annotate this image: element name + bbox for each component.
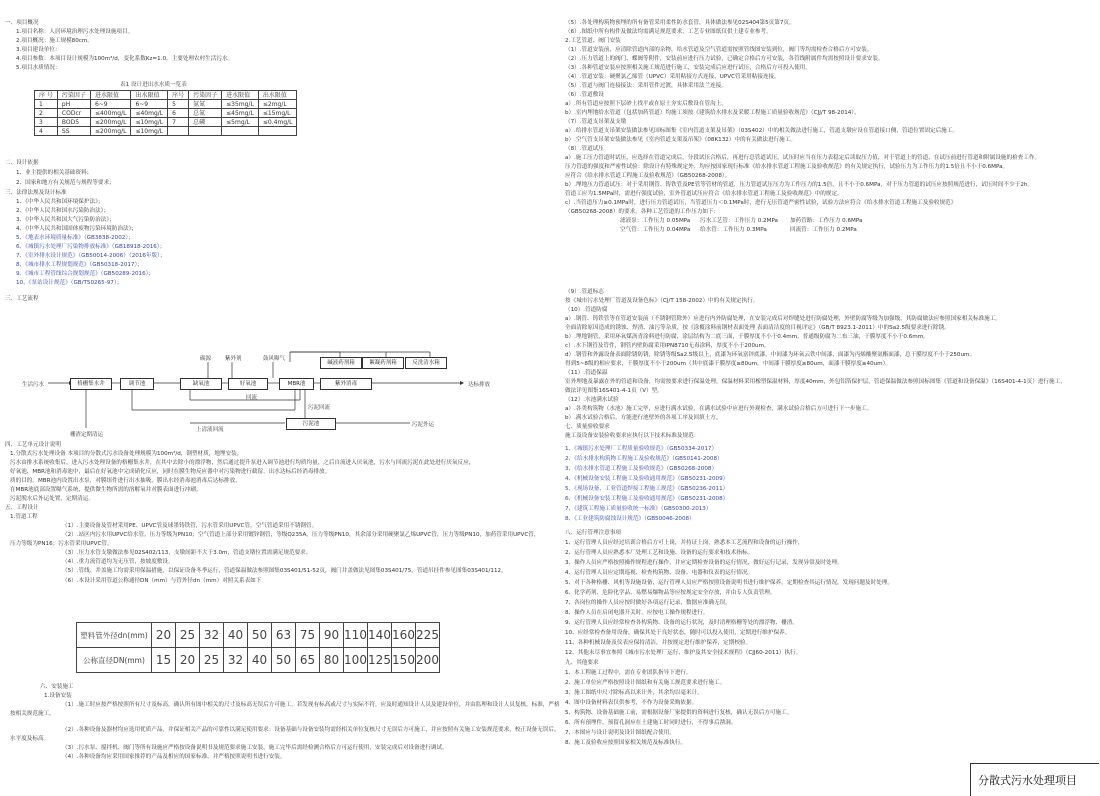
table-cell: ≤10mg/L: [131, 127, 168, 136]
pipe-cell: 32: [200, 623, 224, 648]
text-line: 6、《城镇污水处理厂污染物排放标准》（GB18918-2016）；: [16, 244, 166, 250]
text-line: 4、《机械设备安装工程施工及验收通用规范》（GB50231-2009）: [565, 476, 729, 482]
table-cell: 1: [35, 100, 58, 109]
text-line: 6、《机械设备安装工程施工及验收通用规范》（GB50231-2008）: [565, 496, 729, 502]
text-line: 2、《中华人民共和国水污染防治法》；: [16, 208, 110, 214]
flow-box: 格栅集水井: [70, 378, 112, 390]
table-cell: 7: [168, 118, 189, 127]
table-row: [35, 109, 297, 118]
pipe-cell: 90: [320, 623, 344, 648]
text-line: 4、图中设备材料表仅供参考，不作为设备采购依据。: [565, 700, 698, 706]
flow-box: 好氧池: [228, 378, 268, 390]
text-line: 在MBR池底部设置曝气系统，提供微生物所需的溶解氧并对膜表面进行冲刷。: [10, 487, 202, 493]
text-line: （11）.管道保温: [565, 370, 608, 376]
pipe-cell: 80: [320, 648, 344, 673]
pipe-cell: 25: [200, 648, 224, 673]
flow-box: MBR池: [279, 378, 314, 390]
pipe-diameter-table: [76, 622, 440, 673]
text-line: （2）.压力管道上的阀门、蝶阀等附件，安装前应进行压力试验，已确定合格后方可安装，各管线附属件均需按照设计要求安装。: [565, 56, 884, 62]
text-line: 按相关规范施工。: [10, 711, 55, 717]
text-line: 3、《给水排水管道工程施工及验收规范》（GB50268-2008）: [565, 466, 718, 472]
table-cell: 6~9: [90, 100, 131, 109]
text-line: 2、运行管理人员应熟悉本厂处理工艺和设施、设备的运行要求和技术指标。: [565, 550, 754, 556]
table-header-cell: 出水限值: [131, 91, 168, 100]
text-line: 二、设计依据: [5, 160, 39, 166]
text-line: b）.埋地压力管道试压：对于采用钢管、铸铁管及PE管等管材的管道，压力管道试压压力为工作压力的1.5倍，且不小于0.6MPa，对于压力管道的试压应按照规范进行，试压时间不少于2h。: [565, 182, 1034, 188]
text-line: a）.钢管、铸铁管等在管道安装前（不锈钢管除外）应进行内外防腐处理，在安装完成后对焊缝处进行防腐处理，外壁防腐等级为加强级，其防腐做法应参照国家相关标准施工。: [565, 316, 1001, 322]
table-cell: 总氮: [189, 109, 222, 118]
text-line: 5、《地表水环境质量标准》（GB3838-2002）；: [16, 235, 134, 241]
text-line: 1.管道工程: [10, 514, 38, 520]
pipe-cell: 15: [152, 648, 176, 673]
text-line: （5）.管线、井盖施工均需采用保温措施，以保证设备冬季运行，管道保温做法参照图集03S401/51-52页，阀门井盖做法见图集03S401/75，管道吊挂件参见图集03S401/112。: [62, 568, 507, 574]
table-cell: 氨氮: [189, 100, 222, 109]
table-cell: [222, 127, 259, 136]
pipe-cell: 25: [176, 623, 200, 648]
text-line: 3.项目建设单位：: [16, 47, 61, 53]
text-line: 3、操作人员应严格按照操作规程进行操作，并应定期检查设备的运行情况，做好运行记录，发现异常及时处理。: [565, 560, 843, 566]
text-line: （4）.重力流管道均为无压管，按坡度敷设。: [62, 559, 174, 565]
text-line: （5）.管道与阀门连接接法：采用管件过渡，具体采用法兰连接。: [565, 83, 727, 89]
text-line: 2.工艺管道、阀门安装: [565, 38, 621, 44]
text-line: 1、本工程施工过程中，需在专业团队指导下进行。: [565, 670, 692, 676]
text-line: 4、运行管理人员应定期巡视、检查构筑物、设备、电器和仪表的运行情况。: [565, 570, 754, 576]
text-line: 5、构筑物、设备基础施工前，需根据设备厂家提供的资料进行复核，确认无误后方可施工。: [565, 710, 793, 716]
text-line: 三、工艺流程: [5, 296, 39, 302]
text-line: （2）.各种设备及器材均应选用优质产品，并保证相关产品的可靠性以满足使用要求：设备基础与设备安装均需经相关单位复核尺寸无误后方可施工，并应按照有关施工安装规范要求，校正设备无误后，: [62, 727, 560, 733]
text-line: 12、其他未尽事宜参照《城市污水处理厂运行、维护及其安全技术规程》（CJJ60-2011）执行。: [565, 650, 802, 656]
table-cell: ≤15mg/L: [258, 109, 297, 118]
text-line: （12）.水池满水试验: [565, 397, 619, 403]
text-line: 好氧池、MBR池和消毒池中，最后在好氧池中完成硝化反应，同时在膜生物反应器中对污染物进行截留，出水达标后经消毒排放。: [10, 469, 331, 475]
text-line: 8、《城市排水工程规划规范》（GB50318-2017）；: [16, 262, 143, 268]
table-header-cell: 序 号: [35, 91, 58, 100]
text-line: 污泥脱水后外运处置，定期清运。: [10, 496, 94, 502]
table-cell: ≤400mg/L: [90, 109, 131, 118]
project-title: 分散式污水处理项目: [978, 774, 1077, 787]
table-header-cell: 进水限值: [90, 91, 131, 100]
text-line: b）.埋地钢管，采用环氧煤沥青涂料进行防腐，涂层结构为二底三面，干膜厚度不小于0.4mm，普通级防腐为二布三油，干膜厚度不小于0.6mm。: [565, 334, 929, 340]
text-line: 污水由排水系统收集后，进入污水处理设备的格栅集水井，在其中去除小的漂浮物，然后通过提升泵进入调节池进行均质均量，之后自流进入厌氧池，污水与回流污泥在此处进行厌氧反应，: [10, 460, 475, 466]
text-line: 八、运行管理注意事项: [565, 530, 621, 536]
text-line: 7、各岗位的操作人员应按时做好各项运行记录，数据应准确无误。: [565, 600, 731, 606]
text-line: 水平度及标高。: [10, 736, 50, 742]
text-line: 8、操作人员在启闭电器开关时，应按电工操作规程进行。: [565, 610, 709, 616]
text-line: （6）.本设计采用管道公称通径DN（mm）与管外径dn（mm）对照关系表如下: [62, 578, 262, 584]
text-line: d）.钢管和外露设备表面除锈防锈，除锈等级Sa2.5级以上，底漆为环氧富锌底漆，中间漆为环氧云铁中间漆，面漆为丙烯酸聚氨酯面漆，总干膜厚度不小于250um。: [565, 352, 976, 358]
text-line: 给水管：工作压力 0.3MPa: [700, 227, 767, 233]
table-cell: 6: [168, 109, 189, 118]
text-line: 1.设备安装: [44, 693, 72, 699]
table-row: [35, 127, 297, 136]
flow-box: 缺氧池: [180, 378, 222, 390]
text-line: 4.项目参数：本项目设计规模为100m³/d，变化系数Kz=1.0，主要处理农村生活污水。: [16, 56, 234, 62]
text-line: 6、化学药剂、危险化学品、易燃易爆物品等应按规定安全存放，并由专人负责管理。: [565, 590, 776, 596]
text-line: （6）.图纸中所有构件及做法均需满足规范要求，工艺专业图纸仅供土建专业参考。: [565, 29, 772, 35]
text-line: 压力管道的强度和严密性试验：除设计有特殊规定外，均应按国家现行标准《给水排水管道工程施工及验收规范》的有关规定执行，试验压力为工作压力的1.5倍且不小于0.6MPa。: [565, 164, 1009, 170]
pipe-cell: 150: [392, 648, 416, 673]
text-line: 2、施工单位应严格按照设计图纸和有关施工规范要求进行施工。: [565, 680, 726, 686]
table-cell: ≤0.4mg/L: [258, 118, 297, 127]
table-header-cell: 序号: [168, 91, 189, 100]
pipe-cell: 75: [296, 623, 320, 648]
table-cell: CODcr: [57, 109, 90, 118]
text-line: 表1 设计进出水水质一览表: [120, 82, 187, 88]
text-line: 5、《现场设备、工业管道焊接工程施工规范》（GB50236-2011）: [565, 486, 729, 492]
text-line: 7、《室外排水设计规范》（GB50014-2006）（2016年版）；: [16, 253, 166, 259]
text-line: （GB50268-2008）的要求。各种工艺管道的工作压力如下：: [565, 209, 720, 215]
flow-sludge-return-label: 污泥回流: [308, 405, 331, 411]
text-line: 1.项目名称：人居环境治理污水处理设施项目。: [16, 29, 134, 35]
table-cell: 2: [35, 109, 58, 118]
table-cell: 总磷: [189, 118, 222, 127]
text-line: 三、法律法规及设计标准: [5, 190, 67, 196]
text-line: b）.室内埋地给水管道（包括加药管道）均施工须按《建筑给水排水及采暖工程施工质量验收规范》（CJJ/T 98-2014）。: [565, 110, 860, 116]
text-line: （1）.管道安装前，应清除管道内部的杂物，给水管道及空气管道需按照管线图安装到位，阀门等均需检查合格后方可安装。: [565, 47, 873, 53]
pipe-cell: 50: [272, 648, 296, 673]
pipe-cell: 100: [344, 648, 368, 673]
text-line: 8、施工及验收应按照国家相关规范及标准执行。: [565, 740, 687, 746]
text-line: 7、本图应与设计说明及设计图纸配合使用。: [565, 730, 675, 736]
table-cell: 4: [35, 127, 58, 136]
text-line: a）.施工压力管道时试压，应选择在管道完成后，分段试压合格后，再进行总管道试压，试压时应当在压力表稳定后读取压力值，对于管道上的管道，在试压前进行管道和附属设施的检查工作。: [565, 155, 1041, 161]
text-line: 四、工艺单元设计说明: [5, 442, 61, 448]
text-line: 七、质量验收要求: [565, 424, 610, 430]
table-row: [77, 623, 440, 648]
text-line: 室外埋地及暴露在外的管道和设备，均需按要求进行保温处理，保温材料采用橡塑保温材料，厚度40mm，外包铝箔保护层，管道保温做法参照国标图集《管道和设备保温》（16S401-4-1页）进行施工，: [565, 379, 1066, 385]
text-line: 2、国家和地方有关规范与规程等要求；: [16, 180, 115, 186]
table-cell: 3: [35, 118, 58, 127]
text-line: 5、对于各种格栅、风机等设施设备，运行管理人员应严格按照设备说明书进行维护保养，定期检查其运行情况，发现问题及时处理。: [565, 580, 893, 586]
pipe-cell: 63: [272, 623, 296, 648]
table-row: [35, 118, 297, 127]
flow-return-label: 回流: [246, 395, 258, 401]
text-line: c）.当管道压力≥0.1MPa时，进行压力管道试压，当管道压力＜0.1MPa时，进行无压管道严密性试验，试验方法应符合《给水排水管道工程施工及验收规范》: [565, 200, 957, 206]
text-line: （2）.站区内污水用UPVC给水管，压力等级为PN10；空气管道上部分采用镀锌钢管，等级Q235A，压力等级PN10，其余部分采用硬聚氯乙烯UPVC管，压力等级PN10，加药管采用UPVC管，: [62, 532, 540, 538]
text-line: 按《城市污水处理厂管道及设备色标》（CJ/T 158-2002）中的有关规定执行。: [565, 298, 759, 304]
text-line: 1.分散式污水处理设备 本项目的分散式污水设备处理规模为100m³/d，钢塑材质，地埋安装。: [10, 451, 243, 457]
text-line: （3）.压力水管支墩做法参见02S402/113，支墩间距不大于3.0m，管道支墩位置需满足规范要求。: [62, 550, 312, 556]
table-cell: ≤35mg/L: [222, 100, 259, 109]
table-cell: ≤200mg/L: [90, 118, 131, 127]
text-line: （1）.主要设备及管材采用PE、UPVC管及球墨铸铁管，污水管采用UPVC管，空气管道采用不锈钢管。: [62, 523, 318, 529]
table-cell: 5: [168, 100, 189, 109]
pipe-row-label: 公称直径DN(mm): [77, 648, 152, 673]
process-flowchart: [0, 340, 555, 440]
text-line: a）.给排水管道支吊架安装做法参见国标图集《室内管道支架及吊架》（03S402）中的相关做法进行施工，管道支墩应设在管道接口侧，管道位置固定后施工。: [565, 128, 958, 134]
pipe-cell: 225: [416, 623, 440, 648]
text-line: （1）.施工时应按严格按照所有尺寸及标高，确认所有图中相关的尺寸及标高无误后方可施工，若发现有标高或尺寸与实际不符，应及时通知设计人员及建设单位，并由监理和设计人员复核，标准，严格: [62, 702, 560, 708]
table-cell: SS: [57, 127, 90, 136]
text-line: a）.所有管道应按照下层砂土找平或在原土夯实后敷设在管沟上。: [565, 101, 727, 107]
text-line: b）.满水试验合格后，方能进行池壁外的各项工序及回填土方。: [565, 415, 722, 421]
table-header-cell: 污染因子: [57, 91, 90, 100]
table-cell: 6~9: [131, 100, 168, 109]
text-line: （8）.管道试压: [565, 146, 604, 152]
text-line: 7、《建筑工程施工质量验收统一标准》（GB50300-2013）: [565, 506, 712, 512]
table-header-cell: 出水限值: [258, 91, 297, 100]
text-line: a）.各类构筑物（水池）施工完毕，应进行满水试验，在满水试验中应进行外观检查，满水试验合格后方可进行下一步施工。: [565, 406, 873, 412]
pipe-row-label: 塑料管外径dn(mm): [77, 623, 152, 648]
table-row: [77, 648, 440, 673]
text-line: 六、安装施工: [40, 684, 74, 690]
text-line: 1、运行管理人员应经过培训合格后方可上岗，并持证上岗，熟悉本工艺流程和设备的运行操作，: [565, 540, 804, 546]
text-line: 做法详见图集16S401-4-1页（V）型。: [565, 388, 663, 394]
table-cell: [258, 127, 297, 136]
flow-box: 调节池: [120, 378, 154, 390]
pipe-cell: 125: [368, 648, 392, 673]
flow-top-label: 碳源: [200, 356, 212, 362]
text-line: 6、所有预埋件、预留孔洞应在土建施工时同时进行，不得事后凿洞。: [565, 720, 737, 726]
table-cell: ≤40mg/L: [131, 109, 168, 118]
table-cell: [189, 127, 222, 136]
text-line: 11、各种机械设备及仪表应保持清洁，并按规定进行维护保养，定期校验。: [565, 640, 752, 646]
pipe-cell: 160: [392, 623, 416, 648]
text-line: （3）.各种管道安装应按照相关施工规范进行施工，安装完成后应进行试压，合格后方可投入使用。: [565, 65, 811, 71]
text-line: 全面清除原因造成的锈蚀、焊渣、油污等杂质，按《涂覆涂料前钢材表面处理 表面清洁度的目视评定》（GB/T 8923.1-2011）中的Sa2.5级要求进行除锈。: [565, 325, 950, 331]
pipe-cell: 20: [176, 648, 200, 673]
text-line: 管道工应为1.5MPa时，需进行强度试验，室外管道试压应符合《给水排水管道工程施工及验收规范》中的规定。: [565, 191, 843, 197]
flow-screen-label: 栅渣定期清运: [70, 432, 104, 438]
table-cell: ≤2mg/L: [258, 100, 297, 109]
flow-outlet-label: 达标排放: [468, 382, 491, 388]
text-line: 9、运行管理人员应经常检查各构筑物、设备的运行状况，及时清理格栅等处的漂浮物、栅渣。: [565, 620, 798, 626]
text-line: 9、《城市工程管线综合规划规范》（GB50289-2016）；: [16, 271, 155, 277]
table-cell: ≤5mg/L: [222, 118, 259, 127]
pipe-cell: 40: [248, 648, 272, 673]
text-line: 滤液泵：工作压力 0.05MPa: [620, 218, 691, 224]
text-line: 回流管：工作压力 0.2MPa: [790, 227, 857, 233]
flow-top-box: 碱液药剂箱: [320, 357, 362, 369]
pipe-cell: 50: [248, 623, 272, 648]
title-block: [970, 763, 1099, 796]
text-line: 1、业主提供的相关基础资料；: [16, 170, 93, 176]
pipe-cell: 40: [224, 623, 248, 648]
pipe-cell: 20: [152, 623, 176, 648]
text-line: 3、《中华人民共和国大气污染防治法》；: [16, 217, 115, 223]
text-line: b）.空气管支吊架安装做法参见《室内管道支架及吊架》（08K132）中的有关做法进行施工。: [565, 137, 796, 143]
table-row: [35, 100, 297, 109]
flow-inlet-label: 生活污水: [22, 382, 45, 388]
flow-top-box: 反洗清水箱: [405, 357, 447, 369]
text-line: 一、项目概况: [5, 20, 39, 26]
text-line: 1、《中华人民共和国环境保护法》；: [16, 199, 104, 205]
text-line: 九、其他要求: [565, 660, 599, 666]
text-line: 1、《城镇污水处理厂工程质量验收规范》（GB50334-2017）: [565, 446, 718, 452]
text-line: （7）.管道支吊架及支墩: [565, 119, 627, 125]
text-line: 五、工程设计: [5, 505, 39, 511]
text-line: （4）.各种设备均应采用国家推荐的产品及相应的国家标准，并严格按照说明书进行安装。: [62, 754, 286, 760]
table-cell: ≤200mg/L: [90, 127, 131, 136]
text-line: 得到5~8级的相应要求，干膜厚度不小于200um（其中底漆干膜厚度≥80um，中间漆干膜厚度≥80um，面漆干膜厚度≥40um）。: [565, 361, 892, 367]
table-cell: ≤10mg/L: [131, 118, 168, 127]
text-line: 应符合《给水排水管道工程施工及验收规范》（GB50268-2008）。: [565, 173, 731, 179]
text-line: 8、《工业建筑防腐蚀设计规范》（GB50046-2008）: [565, 516, 695, 522]
text-line: 施工及设备安装验收要求应执行以下技术标准及规范：: [565, 433, 700, 439]
table-cell: [168, 127, 189, 136]
flow-supernatant-label: 上清液回流: [196, 427, 224, 433]
text-line: 4、《中华人民共和国固体废物污染环境防治法》；: [16, 226, 138, 232]
text-line: 5.项目水质情况：: [16, 65, 61, 71]
text-line: （5）.各处理构筑物预埋的所有备管采用柔性防水套管，具体做法参见02S404第5页第7页。: [565, 20, 795, 26]
text-line: 加药管路：工作压力 0.6MPa: [790, 218, 863, 224]
table-cell: pH: [57, 100, 90, 109]
text-line: （3）.污水泵、搅拌机、阀门等所有设施应严格按设备说明书及规范要求施工安装，施工完毕后需经检测合格后方可运行使用，安装完成后对设备进行调试。: [62, 745, 448, 751]
text-line: 污水工艺管：工作压力 0.2MPa: [700, 218, 778, 224]
design-quality-table: [34, 90, 297, 136]
table-header-cell: 污染因子: [189, 91, 222, 100]
flow-top-label: 紫外剂: [225, 356, 242, 362]
right-column: [560, 0, 1100, 795]
text-line: 3、施工图纸中尺寸除标高以米计外，其余均以毫米计。: [565, 690, 703, 696]
table-header-cell: 进水限值: [222, 91, 259, 100]
pipe-cell: 140: [368, 623, 392, 648]
text-line: 压力等级为PN16；污水管采用UPVC管。: [10, 541, 113, 547]
flow-top-box: 絮凝药剂箱: [362, 357, 404, 369]
text-line: 2、《给水排水构筑物工程施工及验收规范》（GB50141-2008）: [565, 456, 723, 462]
text-line: 10、应经常检查备用设备，确保其处于良好状态，随时可以投入使用，定期进行维护保养。: [565, 630, 791, 636]
text-line: （9）.管道标志: [565, 289, 604, 295]
text-line: 10、《泵站设计规范》（GB/T50265-97）；: [16, 280, 123, 286]
flow-sludge-tank: 污泥池: [286, 418, 336, 430]
table-cell: ≤45mg/L: [222, 109, 259, 118]
text-line: 空气管：工作压力 0.04MPa: [620, 227, 691, 233]
text-line: （4）.管道安装：硬聚氯乙烯管（UPVC）采用粘接方式连接，UPVC管采用粘接连接。: [565, 74, 780, 80]
text-line: 质的目的。MBR池内设置出水泵，对膜组件进行出水抽吸，膜出水经消毒池消毒后达标排放。: [10, 478, 241, 484]
flow-top-label: 鼓风曝气: [263, 356, 286, 362]
table-cell: BOD5: [57, 118, 90, 127]
pipe-cell: 32: [224, 648, 248, 673]
text-line: c）.水下钢管及管件，钢管内壁防腐采用IPN8710无毒涂料，厚度不小于200um。: [565, 343, 770, 349]
text-line: （10）.管道防腐: [565, 307, 608, 313]
pipe-cell: 65: [296, 648, 320, 673]
pipe-cell: 200: [416, 648, 440, 673]
flow-sludge-out-label: 污泥外运: [412, 422, 435, 428]
text-line: （6）.管道敷设: [565, 92, 604, 98]
text-line: 2.项目概况：施工规模80cm。: [16, 38, 93, 44]
pipe-cell: 110: [344, 623, 368, 648]
flow-box: 紫外消毒: [320, 378, 372, 390]
